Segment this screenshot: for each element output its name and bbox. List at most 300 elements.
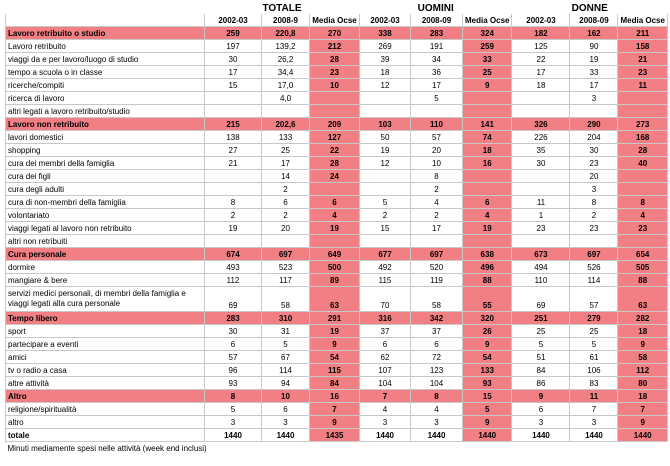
table-cell [512, 92, 570, 105]
row-label: totale [6, 429, 205, 442]
table-cell: 30 [205, 325, 262, 338]
table-cell: 63 [618, 287, 667, 312]
table-cell: 282 [618, 312, 667, 325]
table-cell: 7 [570, 403, 618, 416]
table-cell: 7 [310, 403, 360, 416]
row-label: volontariato [6, 209, 205, 222]
table-cell: 62 [360, 351, 411, 364]
table-cell: 57 [411, 131, 463, 144]
table-cell: 40 [618, 157, 667, 170]
table-cell: 6 [411, 338, 463, 351]
row-label: servizi medici personali, di membri della famiglia e viaggi legati alla cura personale [6, 287, 205, 312]
table-cell: 5 [262, 338, 310, 351]
table-cell: 86 [512, 377, 570, 390]
table-cell [570, 105, 618, 118]
table-cell: 17 [411, 222, 463, 235]
table-row [6, 377, 668, 390]
table-cell: 72 [411, 351, 463, 364]
table-cell [618, 170, 667, 183]
column-header: 2002-03 [512, 14, 570, 27]
row-label: tempo a scuola o in classe [6, 66, 205, 79]
table-cell: 103 [360, 118, 411, 131]
table-cell: 6 [262, 196, 310, 209]
table-cell: 9 [618, 416, 667, 429]
table-cell: 30 [205, 53, 262, 66]
table-cell: 15 [463, 390, 512, 403]
table-cell: 23 [310, 66, 360, 79]
table-cell: 697 [570, 248, 618, 261]
table-cell: 4 [618, 209, 667, 222]
table-cell: 4 [360, 403, 411, 416]
column-header: 2008-09 [411, 14, 463, 27]
table-cell: 17,0 [262, 79, 310, 92]
table-cell [463, 170, 512, 183]
table-cell: 638 [463, 248, 512, 261]
table-cell: 8 [618, 196, 667, 209]
table-cell: 7 [618, 403, 667, 416]
table-cell: 67 [262, 351, 310, 364]
row-label: tv o radio a casa [6, 364, 205, 377]
table-cell: 19 [205, 222, 262, 235]
row-label: cura di non-membri della famiglia [6, 196, 205, 209]
table-cell: 1 [512, 209, 570, 222]
table-cell [512, 183, 570, 196]
table-cell: 19 [310, 325, 360, 338]
table-cell: 3 [411, 416, 463, 429]
table-cell: 18 [360, 66, 411, 79]
table-cell: 25 [570, 325, 618, 338]
table-cell: 5 [512, 338, 570, 351]
table-cell [360, 170, 411, 183]
table-cell [411, 235, 463, 248]
table-cell: 11 [512, 196, 570, 209]
category-row [6, 118, 668, 131]
table-cell: 17 [205, 66, 262, 79]
table-cell: 9 [463, 338, 512, 351]
table-cell [205, 92, 262, 105]
table-cell: 10 [262, 390, 310, 403]
table-cell: 6 [360, 338, 411, 351]
table-cell: 37 [411, 325, 463, 338]
table-row [6, 53, 668, 66]
table-cell: 4 [463, 209, 512, 222]
table-cell: 320 [463, 312, 512, 325]
table-row [6, 261, 668, 274]
table-cell [310, 235, 360, 248]
table-cell: 141 [463, 118, 512, 131]
row-label: altri legati a lavoro retribuito/studio [6, 105, 205, 118]
table-cell: 5 [570, 338, 618, 351]
table-cell: 11 [570, 390, 618, 403]
table-row [6, 403, 668, 416]
table-cell: 96 [205, 364, 262, 377]
table-cell: 83 [570, 377, 618, 390]
table-cell: 23 [570, 157, 618, 170]
row-label: viaggi legati al lavoro non retribuito [6, 222, 205, 235]
table-cell: 36 [411, 66, 463, 79]
table-cell: 505 [618, 261, 667, 274]
row-label: altri non retribuiti [6, 235, 205, 248]
table-cell: 1440 [463, 429, 512, 442]
row-label: Lavoro retribuito [6, 40, 205, 53]
table-cell: 119 [411, 274, 463, 287]
table-cell: 270 [310, 27, 360, 40]
table-row [6, 92, 668, 105]
table-cell: 28 [310, 157, 360, 170]
table-cell: 69 [205, 287, 262, 312]
table-cell: 674 [205, 248, 262, 261]
table-cell: 133 [463, 364, 512, 377]
table-cell: 17 [570, 79, 618, 92]
table-cell: 5 [463, 403, 512, 416]
table-cell: 9 [463, 416, 512, 429]
row-label: Altro [6, 390, 205, 403]
table-cell: 112 [205, 274, 262, 287]
table-cell [618, 105, 667, 118]
table-cell: 520 [411, 261, 463, 274]
table-cell: 17 [262, 157, 310, 170]
table-cell: 649 [310, 248, 360, 261]
table-row [6, 338, 668, 351]
table-cell: 17 [411, 79, 463, 92]
table-cell: 202,6 [262, 118, 310, 131]
table-cell: 37 [360, 325, 411, 338]
table-cell: 290 [570, 118, 618, 131]
table-cell: 9 [618, 338, 667, 351]
table-cell: 15 [360, 222, 411, 235]
table-cell: 2 [262, 183, 310, 196]
table-cell: 25 [463, 66, 512, 79]
table-cell: 58 [411, 287, 463, 312]
table-cell: 20 [262, 222, 310, 235]
table-row [6, 274, 668, 287]
table-cell: 10 [310, 79, 360, 92]
table-cell: 114 [570, 274, 618, 287]
table-cell: 33 [570, 66, 618, 79]
table-cell: 212 [310, 40, 360, 53]
table-cell: 15 [205, 79, 262, 92]
row-label: religione/spiritualità [6, 403, 205, 416]
table-cell: 4 [411, 403, 463, 416]
table-cell: 4 [310, 209, 360, 222]
table-cell: 94 [262, 377, 310, 390]
category-row [6, 390, 668, 403]
table-cell [512, 170, 570, 183]
table-cell: 26 [463, 325, 512, 338]
column-header: 2002-03 [205, 14, 262, 27]
table-cell: 279 [570, 312, 618, 325]
table-row [6, 105, 668, 118]
table-cell: 5 [360, 196, 411, 209]
table-cell: 115 [310, 364, 360, 377]
table-cell: 211 [618, 27, 667, 40]
row-label: altre attività [6, 377, 205, 390]
table-cell: 28 [618, 144, 667, 157]
table-cell: 33 [463, 53, 512, 66]
table-cell: 158 [618, 40, 667, 53]
table-cell: 19 [310, 222, 360, 235]
row-label: partecipare a eventi [6, 338, 205, 351]
table-cell: 18 [512, 79, 570, 92]
table-cell: 204 [570, 131, 618, 144]
column-header: 2008-9 [262, 14, 310, 27]
row-label: Lavoro non retribuito [6, 118, 205, 131]
table-cell: 117 [262, 274, 310, 287]
table-cell [618, 183, 667, 196]
table-cell: 220,8 [262, 27, 310, 40]
group-header-uomini: UOMINI [417, 2, 454, 14]
table-cell: 496 [463, 261, 512, 274]
table-cell: 58 [262, 287, 310, 312]
table-cell [360, 183, 411, 196]
table-row [6, 364, 668, 377]
row-label: ricerche/compiti [6, 79, 205, 92]
table-cell: 12 [360, 157, 411, 170]
table-cell: 9 [310, 338, 360, 351]
row-label: Tempo libero [6, 312, 205, 325]
table-row [6, 157, 668, 170]
table-cell: 4 [411, 196, 463, 209]
table-cell: 273 [618, 118, 667, 131]
table-cell: 26,2 [262, 53, 310, 66]
table-cell: 338 [360, 27, 411, 40]
table-cell: 10 [411, 157, 463, 170]
table-cell: 80 [618, 377, 667, 390]
table-cell [262, 105, 310, 118]
table-cell: 1440 [262, 429, 310, 442]
table-cell: 93 [205, 377, 262, 390]
table-cell: 6 [310, 196, 360, 209]
table-cell [262, 235, 310, 248]
table-cell: 197 [205, 40, 262, 53]
table-cell: 168 [618, 131, 667, 144]
column-header: Media Ocse [310, 14, 360, 27]
row-label: viaggi da e per lavoro/luogo di studio [6, 53, 205, 66]
table-note: Minuti mediamente spesi nelle attività (week end inclusi) [7, 443, 207, 453]
table-cell: 6 [512, 403, 570, 416]
table-cell: 9 [310, 416, 360, 429]
table-cell: 209 [310, 118, 360, 131]
table-cell: 3 [360, 416, 411, 429]
row-label: cura degli adulti [6, 183, 205, 196]
table-row [6, 66, 668, 79]
table-cell: 1440 [570, 429, 618, 442]
table-row [6, 183, 668, 196]
table-cell: 133 [262, 131, 310, 144]
table-cell [512, 235, 570, 248]
row-label: sport [6, 325, 205, 338]
group-header-totale: TOTALE [262, 2, 302, 14]
table-cell: 1440 [512, 429, 570, 442]
table-cell [360, 235, 411, 248]
table-cell [205, 105, 262, 118]
table-cell: 20 [570, 170, 618, 183]
table-cell [463, 105, 512, 118]
group-header-donne: DONNE [571, 2, 608, 14]
table-cell: 14 [262, 170, 310, 183]
row-label: amici [6, 351, 205, 364]
row-label: lavori domestici [6, 131, 205, 144]
total-row [6, 429, 668, 442]
table-cell: 19 [570, 53, 618, 66]
column-header-row [6, 14, 668, 27]
table-cell: 51 [512, 351, 570, 364]
table-cell: 697 [411, 248, 463, 261]
table-cell: 162 [570, 27, 618, 40]
table-row [6, 131, 668, 144]
table-cell: 7 [360, 390, 411, 403]
row-label: shopping [6, 144, 205, 157]
column-header: Media Ocse [618, 14, 667, 27]
table-cell [310, 105, 360, 118]
table-cell: 6 [205, 338, 262, 351]
table-row [6, 196, 668, 209]
table-cell: 283 [411, 27, 463, 40]
table-row [6, 287, 668, 312]
table-cell: 21 [205, 157, 262, 170]
table-cell: 23 [618, 222, 667, 235]
table-cell: 23 [618, 66, 667, 79]
table-cell: 110 [512, 274, 570, 287]
table-cell: 191 [411, 40, 463, 53]
table-cell: 5 [411, 92, 463, 105]
table-row [6, 325, 668, 338]
table-cell: 106 [570, 364, 618, 377]
table-cell [618, 235, 667, 248]
table-cell: 88 [618, 274, 667, 287]
table-cell: 125 [512, 40, 570, 53]
table-cell [463, 183, 512, 196]
table-cell: 2 [570, 209, 618, 222]
table-cell: 54 [463, 351, 512, 364]
table-cell: 500 [310, 261, 360, 274]
table-cell: 215 [205, 118, 262, 131]
table-cell: 342 [411, 312, 463, 325]
table-cell: 654 [618, 248, 667, 261]
table-cell: 673 [512, 248, 570, 261]
table-cell: 8 [205, 196, 262, 209]
table-cell: 16 [463, 157, 512, 170]
table-cell: 104 [360, 377, 411, 390]
table-row [6, 144, 668, 157]
table-cell: 19 [360, 144, 411, 157]
table-cell: 127 [310, 131, 360, 144]
table-cell: 21 [618, 53, 667, 66]
table-cell: 523 [262, 261, 310, 274]
table-cell: 39 [360, 53, 411, 66]
table-cell: 115 [360, 274, 411, 287]
table-cell [618, 92, 667, 105]
table-cell: 57 [570, 287, 618, 312]
table-cell: 93 [463, 377, 512, 390]
table-cell: 6 [463, 196, 512, 209]
table-cell: 20 [411, 144, 463, 157]
category-row [6, 248, 668, 261]
table-cell: 28 [310, 53, 360, 66]
table-cell [411, 105, 463, 118]
table-cell: 55 [463, 287, 512, 312]
table-cell: 9 [512, 390, 570, 403]
table-cell: 22 [310, 144, 360, 157]
row-label: ricerca di lavoro [6, 92, 205, 105]
table-cell: 30 [512, 157, 570, 170]
row-label: cura dei membri della famiglia [6, 157, 205, 170]
table-cell: 493 [205, 261, 262, 274]
table-cell: 310 [262, 312, 310, 325]
row-label: cura dei figli [6, 170, 205, 183]
table-cell: 18 [618, 325, 667, 338]
table-row [6, 235, 668, 248]
table-cell: 74 [463, 131, 512, 144]
table-cell: 316 [360, 312, 411, 325]
table-cell: 1440 [411, 429, 463, 442]
table-cell: 324 [463, 27, 512, 40]
table-cell: 226 [512, 131, 570, 144]
table-cell: 114 [262, 364, 310, 377]
table-cell: 291 [310, 312, 360, 325]
table-cell: 18 [618, 390, 667, 403]
table-cell: 492 [360, 261, 411, 274]
table-cell [205, 170, 262, 183]
table-cell: 269 [360, 40, 411, 53]
table-cell: 2 [411, 209, 463, 222]
table-cell: 112 [618, 364, 667, 377]
table-cell: 1435 [310, 429, 360, 442]
category-row [6, 27, 668, 40]
table-cell: 89 [310, 274, 360, 287]
table-cell: 4,0 [262, 92, 310, 105]
table-cell: 11 [618, 79, 667, 92]
table-cell: 57 [205, 351, 262, 364]
row-label: dormire [6, 261, 205, 274]
table-cell: 6 [262, 403, 310, 416]
table-cell: 23 [512, 222, 570, 235]
table-cell: 8 [570, 196, 618, 209]
table-cell [463, 92, 512, 105]
table-cell: 88 [463, 274, 512, 287]
table-cell: 3 [570, 183, 618, 196]
table-cell: 3 [512, 416, 570, 429]
table-row [6, 79, 668, 92]
table-cell: 8 [411, 390, 463, 403]
table-cell: 25 [262, 144, 310, 157]
column-header: 2008-09 [570, 14, 618, 27]
table-cell: 3 [205, 416, 262, 429]
table-cell: 16 [310, 390, 360, 403]
table-cell: 35 [512, 144, 570, 157]
table-cell: 22 [512, 53, 570, 66]
table-cell: 110 [411, 118, 463, 131]
table-cell [310, 183, 360, 196]
category-row [6, 312, 668, 325]
table-cell: 2 [411, 183, 463, 196]
row-label: mangiare & bere [6, 274, 205, 287]
table-cell: 123 [411, 364, 463, 377]
table-row [6, 40, 668, 53]
table-cell [512, 105, 570, 118]
table-cell: 12 [360, 79, 411, 92]
table-cell: 31 [262, 325, 310, 338]
table-cell: 107 [360, 364, 411, 377]
table-cell: 3 [262, 416, 310, 429]
table-cell: 283 [205, 312, 262, 325]
table-cell: 19 [463, 222, 512, 235]
table-cell: 90 [570, 40, 618, 53]
table-cell: 138 [205, 131, 262, 144]
row-label: Cura personale [6, 248, 205, 261]
table-cell: 326 [512, 118, 570, 131]
table-cell: 8 [205, 390, 262, 403]
